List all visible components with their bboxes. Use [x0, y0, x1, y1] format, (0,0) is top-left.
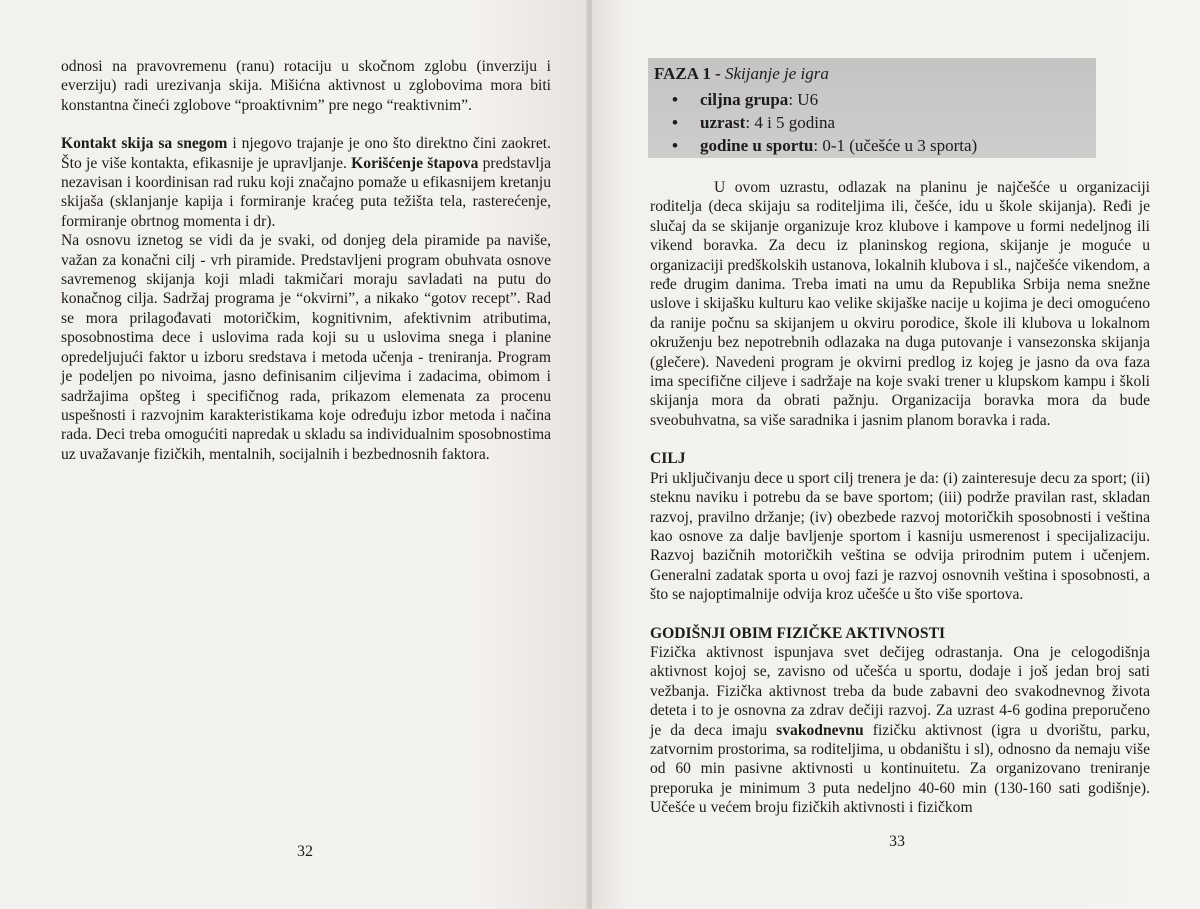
paragraph	[61, 57, 551, 115]
page-number-right: 33	[889, 833, 905, 850]
right-page-text	[650, 178, 1150, 818]
bold-text: Kontakt skija sa snegom	[61, 135, 228, 153]
phase-label: FAZA 1 -	[654, 64, 725, 83]
paragraph-gap	[650, 430, 1150, 449]
section-heading: CILJ	[650, 450, 686, 468]
text-run: Na osnovu iznetog se vidi da je svaki, od donjeg dela piramide pa naviše, važan za konačni cilj - vrh piramide. Predstavljeni program obuhvata osnove savremenog skijanja koji mladi takmičari moraju savladati na putu do konačnog cilja. Sadržaj programa je “okvirni”, a nikako “gotov recept”. Rad se mora prilagođavati motoričkim, kognitivnim, afektivnim atributima, sposobnostima dece i uslovima rada koji su u uslovima snega i planine opredeljujući faktor u izboru sredstava i metoda učenja - treniranja. Program je podeljen po nivoima, jasno definisanim ciljevima i zadacima, obimom i sadržajima opšteg i specifičnog rada, prikazom elemenata za procenu uspešnosti i razvojnim karakteristikama koje određuju izbor metoda i načina rada. Deci treba omogućiti napredak u skladu sa individualnim sposobnostima uz uvažavanje fizičkih, mentalnih, socijalnih i bezbednosnih faktora.	[61, 232, 551, 463]
paragraph-gap	[650, 605, 1150, 624]
text-run: Fizička aktivnost ispunjava svet dečijeg odrastanja. Ona je celogodišnja aktivnost kojoj se, zavisno od učešća u sportu, dodaje i još jedan broj sati vežbanja. Fizička aktivnost treba da bude zabavni deo svakodnevnog života deteta i to je osnovna za zdrav dečiji razvoj. Za uzrast 4-6 godina preporučeno je da deca imaju	[650, 643, 1150, 739]
phase-title	[654, 63, 829, 85]
bold-text: svakodnevnu	[776, 721, 864, 739]
phase-info-item	[672, 111, 977, 134]
text-run: fizičku aktivnost (igra u dvorištu, parku, zatvornim prostorima, sa roditeljima, u obdaništu i sl), odnosno da nemaju više od 60 min pasivne aktivnosti u kontinuitetu. Za organizovano treniranje preporuka je minimum 3 puta nedeljno 40-60 min (130-160 sati godišnje). Učešće u većem broju fizičkih aktivnosti i fizičkom	[650, 721, 1151, 817]
phase-info-item	[672, 134, 977, 157]
left-page	[0, 0, 588, 909]
left-page-text	[61, 57, 551, 464]
phase-info-separator: :	[745, 113, 755, 132]
text-run: odnosi na pravovremenu (ranu) rotaciju u skočnom zglobu (inverziju i everziju) radi urezivanja skija. Mišićna aktivnost u zglobovima mora biti konstantna čineći zglobove “proaktivnim” pre nego “reaktivnim”.	[61, 58, 551, 114]
phase-info-key: uzrast	[700, 113, 746, 132]
section-heading: GODIŠNJI OBIM FIZIČKE AKTIVNOSTI	[650, 624, 946, 642]
text-run: U ovom uzrastu, odlazak na planinu je najčešće u organizaciji roditelja (deca skijaju sa roditeljima ili, češće, idu u škole skijanja). Ređi je slučaj da se skijanje organizuje kroz klubove i kampove u formi nedeljnog ili vikend boravka. Za decu iz planinskog regiona, skijanje je moguće u organizaciji predškolskih ustanova, lokalnih klubova i sl., najčešće vikendom, a ređe drugim danima. Treba imati na umu da Republika Srbija nema snežne uslove i skijašku kulturu kao velike skijaške nacije u kojima je deci omogućeno da ranije počnu sa skijanjem u okviru porodice, škole ili klubova u lokalnom okruženju bez nepotrebnih odlazaka na duga putovanje i vansezonska skijanja (glečere). Navedeni program je okvirni predlog iz kojeg je jasno da ova faza ima specifične ciljeve i sadržaje na koje svaki trener u klupskom kampu i školi skijanja mora da obrati pažnju. Organizacija boravka mora da bude sveobuhvatna, sa više saradnika i jasnim planom boravka i rada.	[650, 179, 1150, 429]
paragraph	[61, 231, 551, 464]
page-number-left: 32	[297, 843, 313, 860]
phase-info-list	[672, 88, 977, 157]
paragraph	[61, 134, 551, 231]
phase-info-separator: :	[813, 136, 823, 155]
right-page	[592, 0, 1200, 909]
text-run: i njegovo trajanje je ono što direktno čini zaokret. Što je više kontakta, efikasnije je upravljanje.	[61, 135, 551, 172]
paragraph-gap	[61, 115, 551, 134]
phase-info-value: 4 i 5 godina	[754, 113, 836, 132]
paragraph	[650, 178, 1150, 430]
phase-name: Skijanje je igra	[725, 64, 829, 83]
paragraph	[650, 469, 1150, 605]
bold-text: Korišćenje štapova	[351, 154, 479, 172]
phase-info-value: U6	[797, 90, 819, 109]
phase-box	[648, 58, 1096, 158]
phase-info-key: godine u sportu	[700, 136, 814, 155]
phase-info-separator: :	[788, 90, 798, 109]
text-run: predstavlja nezavisan i koordinisan rad ruku koji značajno pomaže u efikasnijem kretanju skijaša (sklanjanje kapija i formiranje kraćeg puta težišta tela, rasterećenje, formiranje obrtnog momenta i dr).	[61, 154, 551, 230]
text-run: Pri uključivanju dece u sport cilj trenera je da: (i) zainteresuje decu za sport; (ii) steknu naviku i potrebu da se bave sportom; (iii) podrže pravilan rast, skladan razvoj, pravilno držanje; (iv) obezbede razvoj motoričkih sposobnosti i veština kao osnove za dalje bavljenje sportom i kasniju usmerenost i specijalizaciju. Razvoj bazičnih motoričkih veština se odvija prirodnim putem i učenjem. Generalni zadatak sporta u ovoj fazi je razvoj osnovnih veština i sposobnosti, a što se najoptimalnije odvija kroz učešće u što više sportova.	[650, 469, 1150, 604]
phase-info-value: 0-1 (učešće u 3 sporta)	[822, 136, 978, 155]
paragraph	[650, 643, 1150, 818]
phase-info-item	[672, 88, 977, 111]
phase-info-key: ciljna grupa	[700, 90, 789, 109]
